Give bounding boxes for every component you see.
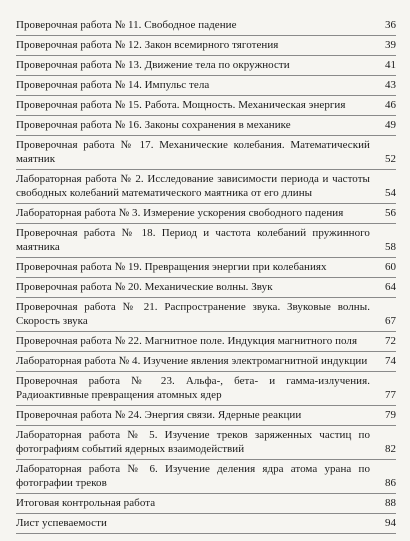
toc-entry-title: Проверочная работа № 17. Механические колебания. Математический маятник (16, 139, 370, 165)
toc-entry-title: Проверочная работа № 22. Магнитное поле. Индукция магнитного поля (16, 335, 358, 347)
toc-entry-page: 79 (385, 409, 396, 421)
toc-entry-page: 60 (385, 261, 396, 273)
toc-entry-page: 43 (385, 79, 396, 91)
toc-entry (16, 298, 396, 332)
toc-entry (16, 494, 396, 514)
toc-entry-title: Проверочная работа № 12. Закон всемирного тяготения (16, 39, 279, 51)
toc-entry (16, 136, 396, 170)
toc-entry-title: Лабораторная работа № 3. Измерение ускорения свободного падения (16, 207, 344, 219)
toc-entry-page: 88 (385, 497, 396, 509)
toc-entry (16, 16, 396, 36)
toc-entry-page: 54 (385, 187, 396, 199)
toc-entry-page: 49 (385, 119, 396, 131)
toc-entry-title: Проверочная работа № 11. Свободное падение (16, 19, 237, 31)
toc-entry (16, 96, 396, 116)
toc-entry-page: 46 (385, 99, 396, 111)
toc-entry (16, 372, 396, 406)
toc-entry-page: 52 (385, 153, 396, 165)
toc-entry-page: 94 (385, 517, 396, 529)
toc-entry-title: Проверочная работа № 19. Превращения энергии при колебаниях (16, 261, 327, 273)
toc-entry-title: Лабораторная работа № 2. Исследование зависимости периода и частоты свободных колебаний математического маятника от его длины (16, 173, 370, 199)
toc-entry (16, 224, 396, 258)
toc-entry-page: 39 (385, 39, 396, 51)
table-of-contents (16, 16, 396, 534)
toc-entry-page: 72 (385, 335, 396, 347)
toc-entry (16, 278, 396, 298)
toc-entry (16, 56, 396, 76)
toc-entry-title: Лабораторная работа № 6. Изучение деления ядра атома урана по фотографии треков (16, 463, 370, 489)
toc-entry-page: 36 (385, 19, 396, 31)
toc-entry (16, 36, 396, 56)
toc-entry-page: 67 (385, 315, 396, 327)
toc-entry-title: Лист успеваемости (16, 517, 107, 529)
toc-entry (16, 514, 396, 534)
toc-entry-title: Итоговая контрольная работа (16, 497, 156, 509)
toc-entry-title: Проверочная работа № 20. Механические волны. Звук (16, 281, 273, 293)
toc-entry (16, 332, 396, 352)
toc-entry-page: 58 (385, 241, 396, 253)
toc-entry-title: Проверочная работа № 18. Период и частота колебаний пружинного маятника (16, 227, 370, 253)
toc-entry (16, 116, 396, 136)
toc-entry (16, 76, 396, 96)
toc-entry-page: 64 (385, 281, 396, 293)
toc-entry-title: Проверочная работа № 14. Импульс тела (16, 79, 210, 91)
toc-entry-page: 86 (385, 477, 396, 489)
toc-entry (16, 460, 396, 494)
toc-entry-page: 82 (385, 443, 396, 455)
toc-entry (16, 426, 396, 460)
toc-entry-title: Лабораторная работа № 5. Изучение треков заряженных частиц по фотографиям событий ядерных взаимодействий (16, 429, 370, 455)
toc-entry-page: 77 (385, 389, 396, 401)
toc-entry-title: Проверочная работа № 16. Законы сохранения в механике (16, 119, 291, 131)
toc-entry (16, 170, 396, 204)
toc-entry-title: Лабораторная работа № 4. Изучение явления электромагнитной индукции (16, 355, 368, 367)
toc-entry-title: Проверочная работа № 24. Энергия связи. Ядерные реакции (16, 409, 302, 421)
toc-entry-page: 74 (385, 355, 396, 367)
toc-entry-page: 56 (385, 207, 396, 219)
toc-entry-title: Проверочная работа № 15. Работа. Мощность. Механическая энергия (16, 99, 346, 111)
toc-entry (16, 258, 396, 278)
toc-entry (16, 204, 396, 224)
toc-entry-page: 41 (385, 59, 396, 71)
toc-entry-title: Проверочная работа № 23. Альфа-, бета- и гамма-излучения. Радиоактивные превращения атомных ядер (16, 375, 370, 401)
toc-entry-title: Проверочная работа № 21. Распространение звука. Звуковые волны. Скорость звука (16, 301, 370, 327)
toc-entry-title: Проверочная работа № 13. Движение тела по окружности (16, 59, 290, 71)
toc-entry (16, 352, 396, 372)
toc-entry (16, 406, 396, 426)
